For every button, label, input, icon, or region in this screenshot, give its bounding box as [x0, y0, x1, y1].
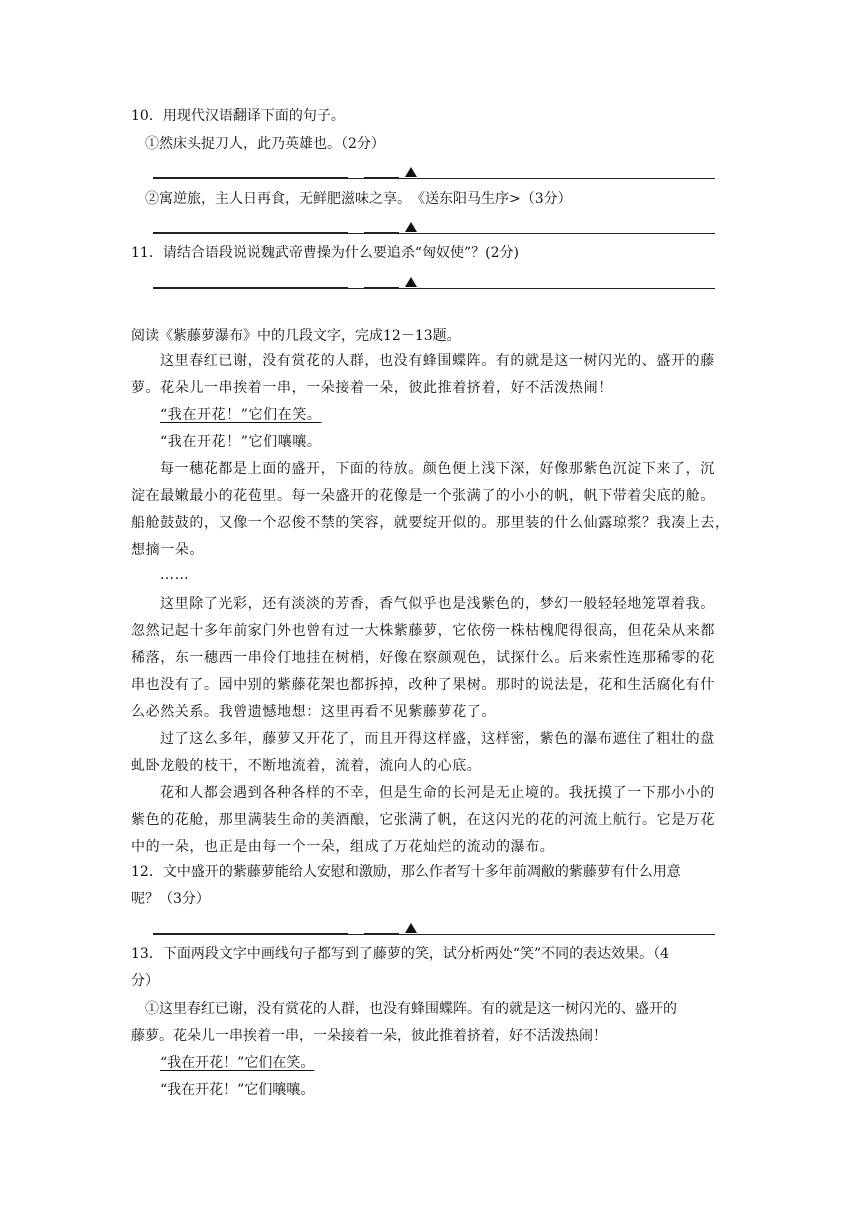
q13-stem-cont: 分） [131, 973, 159, 989]
triangle-marker-icon [405, 222, 417, 232]
passage-line: 每一穗花都是上面的盛开，下面的待放。颜色便上浅下深，好像那紫色沉淀下来了，沉 [160, 461, 715, 477]
passage-line: 这里除了光彩，还有淡淡的芳香，香气似乎也是浅紫色的，梦幻一般轻轻地笼罩着我。 [160, 596, 715, 612]
q13-underlined-line: “我在开花！”它们在笑。 [160, 1055, 315, 1071]
passage-line: 么必然关系。我曾遗憾地想：这里再看不见紫藤萝花了。 [131, 704, 496, 720]
q13-excerpt-line: 藤萝。花朵儿一串挨着一串，一朵接着一朵，彼此推着挤着，好不活泼热闹！ [131, 1028, 607, 1044]
reading-intro: 阅读《紫藤萝瀑布》中的几段文字，完成12－13题。 [131, 328, 461, 344]
passage-line: 中的一朵，也正是由每一个一朵，组成了万花灿烂的流动的瀑布。 [131, 839, 555, 855]
q13-excerpt-line: ①这里春红已谢，没有赏花的人群，也没有蜂围蝶阵。有的就是这一树闪光的、盛开的 [145, 1001, 677, 1017]
passage-line: 虬卧龙般的枝干，不断地流着，流着，流向人的心底。 [131, 758, 482, 774]
q11-stem: 11．请结合语段说说魏武帝曹操为什么要追杀“匈奴使”？(2分) [131, 245, 519, 261]
triangle-marker-icon [405, 277, 417, 287]
passage-underlined-line: “我在开花！”它们在笑。 [160, 407, 322, 423]
passage-ellipsis: …… [160, 567, 190, 583]
passage-line: 串也没有了。园中别的紫藤花架也都拆掉，改种了果树。那时的说法是，花和生活腐化有什 [131, 677, 715, 693]
q12-stem: 12．文中盛开的紫藤萝能给人安慰和激励，那么作者写十多年前凋敝的紫藤萝有什么用意 [131, 864, 681, 880]
passage-line: 船舱鼓鼓的，又像一个忍俊不禁的笑容，就要绽开似的。那里装的什么仙露琼浆？我凑上去， [131, 515, 730, 531]
triangle-marker-icon [405, 923, 417, 933]
passage-line: 稀落，东一穗西一串伶仃地挂在树梢，好像在察颜观色，试探什么。后来索性连那稀零的花 [131, 650, 715, 666]
q13-excerpt-line: “我在开花！”它们嚷嚷。 [160, 1082, 315, 1098]
triangle-marker-icon [405, 167, 417, 177]
passage-line: “我在开花！”它们嚷嚷。 [160, 434, 322, 450]
q10-stem: 10．用现代汉语翻译下面的句子。 [131, 108, 345, 124]
q10-item-1: ①然床头捉刀人，此乃英雄也。（2分） [145, 136, 385, 152]
q11-answer-line[interactable] [153, 288, 715, 291]
passage-line: 想摘一朵。 [131, 542, 204, 558]
q12-answer-line[interactable] [153, 934, 715, 937]
passage-line: 忽然记起十多年前家门外也曾有过一大株紫藤萝，它依傍一株枯槐爬得很高，但花朵从来都 [131, 623, 715, 639]
passage-line: 紫色的花舱，那里满装生命的美酒酿，它张满了帆，在这闪光的花的河流上航行。它是万花 [131, 812, 715, 828]
q10-answer-line-2[interactable] [153, 233, 715, 236]
passage-line: 萝。花朵儿一串挨着一串，一朵接着一朵，彼此推着挤着，好不活泼热闹！ [131, 380, 613, 396]
q10-answer-line-1[interactable] [153, 178, 715, 181]
passage-line: 花和人都会遇到各种各样的不幸，但是生命的长河是无止境的。我抚摸了一下那小小的 [160, 785, 715, 801]
q10-item-2: ②寓逆旅，主人日再食，无鲜肥滋味之享。 《送东阳马生序>（3分） [145, 191, 572, 207]
q12-stem-cont: 呢？（3分） [131, 891, 210, 907]
passage-line: 淀在最嫩最小的花苞里。每一朵盛开的花像是一个张满了的小小的帆，帆下带着尖底的舱。 [131, 488, 715, 504]
passage-line: 这里春红已谢，没有赏花的人群，也没有蜂围蝶阵。有的就是这一树闪光的、盛开的藤 [160, 353, 715, 369]
passage-line: 过了这么多年，藤萝又开花了，而且开得这样盛，这样密，紫色的瀑布遮住了粗壮的盘 [160, 731, 715, 747]
q13-stem: 13．下面两段文字中画线句子都写到了藤萝的笑，试分析两处“笑”不同的表达效果。（4 [131, 946, 670, 962]
